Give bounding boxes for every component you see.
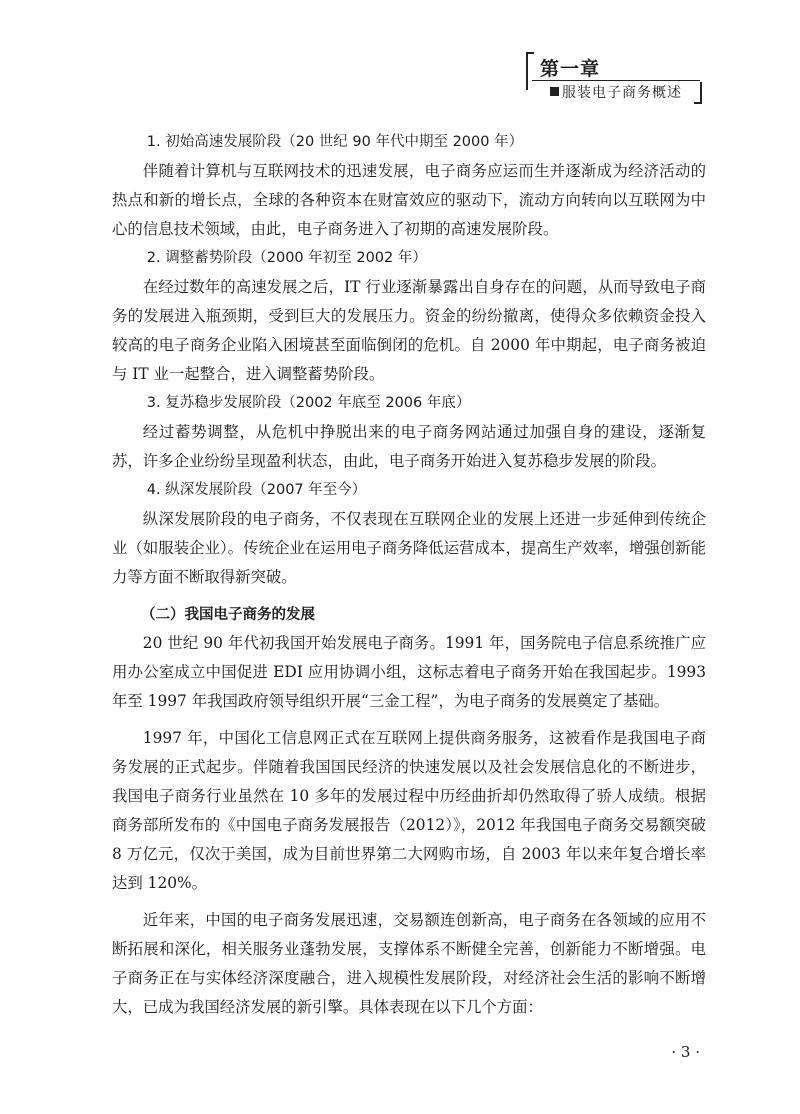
chapter-subtitle-text: 服装电子商务概述	[562, 85, 682, 101]
section-heading-1: 1. 初始高速发展阶段（20 世纪 90 年代中期至 2000 年）	[146, 134, 524, 150]
body-paragraph-2: 1997 年，中国化工信息网正式在互联网上提供商务服务，这被看作是我国电子商务发展的正式起步。伴随着我国国民经济的快速发展以及社会发展信息化的不断进步，我国电子商务行业虽然在 10 多年的发展过程中历经曲折却仍然取得了骄人成绩。根据商务部所发布的《中国电子商务发展报告（2012）》，2012 年我国电子商务交易额突破 8 万亿元，仅次于美国，成为目前世界第二大网购市场，自 2003 年以来年复合增长率达到 120%。	[112, 729, 706, 892]
chapter-subtitle	[550, 82, 682, 102]
section-heading-4: 4. 纵深发展阶段（2007 年至今）	[146, 482, 367, 498]
section-paragraph-2: 在经过数年的高速发展之后，IT 行业逐渐暴露出自身存在的问题，从而导致电子商务的发展进入瓶颈期，受到巨大的发展压力。资金的纷纷撤离，使得众多依赖资金投入较高的电子商务企业陷入困境甚至面临倒闭的危机。自 2000 年中期起，电子商务被迫与 IT 业一起整合，进入调整蓄势阶段。	[112, 278, 706, 383]
subsection-title: （二）我国电子商务的发展	[141, 606, 315, 623]
section-paragraph-4: 纵深发展阶段的电子商务，不仅表现在互联网企业的发展上还进一步延伸到传统企业（如服装企业）。传统企业在运用电子商务降低运营成本，提高生产效率，增强创新能力等方面不断取得新突破。	[112, 510, 706, 586]
header-bracket-bottom	[694, 82, 702, 104]
section-paragraph-3: 经过蓄势调整，从危机中挣脱出来的电子商务网站通过加强自身的建设，逐渐复苏，许多企业纷纷呈现盈利状态，由此，电子商务开始进入复苏稳步发展的阶段。	[112, 423, 706, 470]
running-head	[526, 52, 702, 102]
body-paragraph-1: 20 世纪 90 年代初我国开始发展电子商务。1991 年，国务院电子信息系统推广应用办公室成立中国促进 EDI 应用协调小组，这标志着电子商务开始在我国起步。1993 年至 1997 年我国政府领导组织开展“三金工程”，为电子商务的发展奠定了基础。	[112, 634, 706, 710]
page-number: · 3 ·	[671, 1043, 700, 1061]
chapter-title: 第一章	[540, 58, 601, 80]
section-heading-3: 3. 复苏稳步发展阶段（2002 年底至 2006 年底）	[146, 395, 471, 411]
square-bullet-icon	[550, 87, 559, 96]
page-body	[112, 128, 706, 1022]
header-bracket-top	[526, 52, 534, 90]
header-rule	[532, 80, 700, 81]
section-heading-2: 2. 调整蓄势阶段（2000 年初至 2002 年）	[146, 250, 427, 266]
body-paragraph-3: 近年来，中国的电子商务发展迅速，交易额连创新高，电子商务在各领域的应用不断拓展和深化，相关服务业蓬勃发展，支撑体系不断健全完善，创新能力不断增强。电子商务正在与实体经济深度融合，进入规模性发展阶段，对经济社会生活的影响不断增大，已成为我国经济发展的新引擎。具体表现在以下几个方面：	[112, 911, 706, 1016]
section-paragraph-1: 伴随着计算机与互联网技术的迅速发展，电子商务应运而生并逐渐成为经济活动的热点和新的增长点，全球的各种资本在财富效应的驱动下，流动方向转向以互联网为中心的信息技术领域，由此，电子商务进入了初期的高速发展阶段。	[112, 162, 706, 238]
